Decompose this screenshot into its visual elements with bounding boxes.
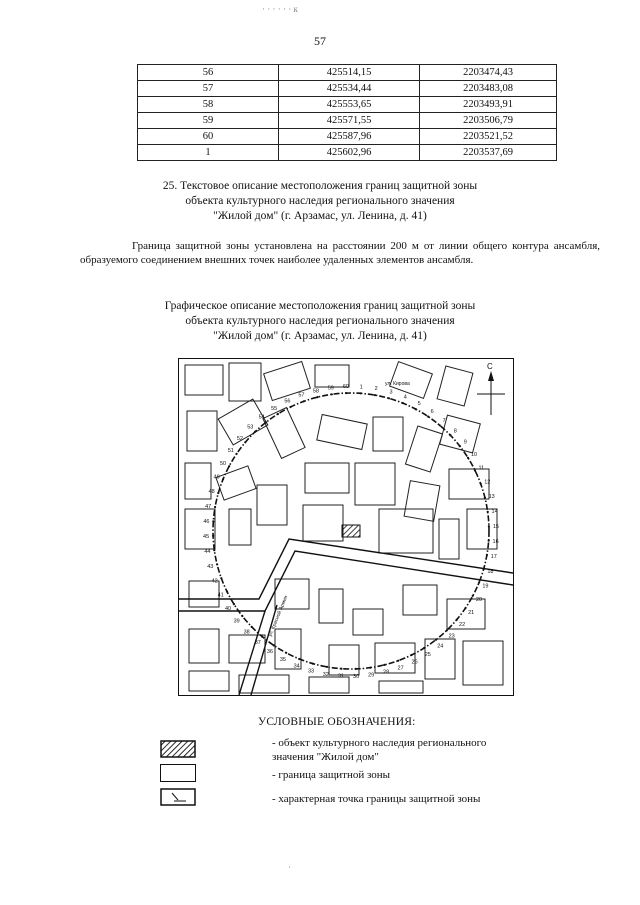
boundary-point-label: 20 [475, 597, 483, 604]
table-cell-x: 425571,55 [279, 113, 420, 129]
boundary-point-marker [427, 416, 429, 418]
boundary-point-marker [446, 629, 448, 631]
boundary-point-label: 27 [397, 665, 404, 672]
boundary-point-label: 56 [284, 398, 291, 405]
boundary-point-label: 36 [266, 649, 273, 656]
legend-title: УСЛОВНЫЕ ОБОЗНАЧЕНИЯ: [258, 716, 416, 728]
boundary-point-marker [374, 394, 376, 396]
boundary-point-marker [216, 563, 218, 565]
table-cell-point: 1 [138, 145, 279, 161]
compass-icon [477, 362, 505, 415]
boundary-point-label: 32 [322, 671, 329, 678]
table-row [138, 97, 557, 113]
boundary-point-marker [303, 400, 305, 402]
boundary-point-marker [213, 549, 215, 551]
graphic-title-line-2: объекта культурного наследия регионального значения [185, 315, 455, 327]
boundary-point-label: 9 [463, 439, 467, 446]
table-cell-point: 56 [138, 65, 279, 81]
boundary-point-label: 6 [430, 408, 434, 415]
boundary-point-marker [298, 658, 300, 660]
boundary-point-label: 35 [279, 657, 286, 663]
table-cell-x: 425602,96 [279, 145, 420, 161]
table-row [138, 145, 557, 161]
boundary-point-label: 43 [207, 564, 214, 571]
legend-item-heritage-line-1: - объект культурного наследия регионального [272, 737, 487, 749]
boundary-point-marker [488, 525, 490, 527]
boundary-point-marker [435, 639, 437, 641]
boundary-point-marker [388, 397, 390, 399]
coordinate-table [137, 64, 557, 161]
street-label-diagonal: ул. Красной Армии [267, 594, 290, 638]
boundary-point-marker [484, 497, 486, 499]
compass-north-label: С [487, 362, 493, 371]
boundary-point-label: 55 [271, 406, 278, 412]
legend-item-point: - характерная точка границы защитной зоны [272, 793, 481, 805]
boundary-point-label: 47 [205, 503, 212, 510]
graphic-title-line-1: Графическое описание местоположения границ защитной зоны [164, 300, 476, 312]
boundary-point-label: 33 [307, 668, 315, 675]
boundary-point-marker [241, 615, 243, 617]
boundary-point-marker [331, 393, 333, 395]
boundary-point-marker [483, 568, 485, 570]
boundary-point-marker [486, 554, 488, 556]
boundary-point-label: 18 [487, 569, 494, 575]
boundary-point-marker [464, 607, 466, 609]
boundary-point-marker [214, 506, 216, 508]
table-cell-point: 57 [138, 81, 279, 97]
boundary-point-label: 38 [243, 629, 250, 636]
boundary-point-marker [423, 647, 425, 649]
boundary-point-marker [220, 577, 222, 579]
boundary-point-marker [360, 392, 362, 394]
boundary-point-label: 53 [247, 424, 254, 431]
boundary-point-label: 21 [468, 610, 475, 617]
boundary-point-marker [467, 457, 469, 459]
boundary-point-label: 42 [211, 578, 218, 585]
boundary-point-label: 26 [411, 659, 418, 666]
boundary-point-marker [474, 469, 476, 471]
boundary-point-label: 40 [224, 605, 232, 612]
boundary-point-marker [326, 666, 328, 668]
boundary-point-label: 41 [217, 592, 224, 599]
boundary-point-label: 1 [359, 384, 363, 391]
section-title-line-3: "Жилой дом" (г. Арзамас, ул. Ленина, д. 41) [213, 210, 427, 222]
boundary-point-marker [488, 540, 490, 542]
boundary-point-marker [487, 511, 489, 513]
boundary-point-marker [480, 483, 482, 485]
table-cell-x: 425534,44 [279, 81, 420, 97]
map-drawing [179, 359, 513, 695]
boundary-point-label: 5 [417, 401, 421, 407]
boundary-point-label: 39 [233, 618, 240, 625]
boundary-point-label: 14 [491, 508, 498, 515]
boundary-point-marker [402, 402, 404, 404]
boundary-point-label: 19 [482, 583, 489, 590]
table-cell-y: 2203521,52 [420, 129, 557, 145]
boundary-point-marker [439, 424, 441, 426]
boundary-point-label: 54 [258, 414, 265, 421]
heritage-object [342, 525, 360, 537]
scan-marks: · · · · · · к [262, 4, 298, 14]
boundary-point-marker [261, 636, 263, 638]
boundary-point-label: 50 [219, 460, 227, 467]
boundary-point-marker [317, 396, 319, 398]
legend-point-icon [160, 788, 196, 806]
boundary-point-marker [397, 660, 399, 662]
boundary-point-label: 4 [403, 394, 407, 401]
table-cell-x: 425587,96 [279, 129, 420, 145]
boundary-point-label: 57 [298, 392, 305, 399]
boundary-point-marker [456, 619, 458, 621]
boundary-point-label: 48 [208, 489, 215, 495]
boundary-point-label: 24 [437, 643, 444, 650]
boundary-point-marker [212, 520, 214, 522]
section-title-line-2: объекта культурного наследия регионального значения [185, 195, 455, 207]
boundary-point-marker [277, 413, 279, 415]
boundary-point-marker [369, 667, 371, 669]
street-label-top: ул. Кирова [385, 381, 410, 387]
boundary-point-label: 45 [203, 534, 210, 541]
boundary-point-label: 8 [453, 428, 457, 435]
boundary-point-marker [345, 392, 347, 394]
boundary-point-marker [289, 406, 291, 408]
boundary-point-marker [254, 431, 256, 433]
page-number: 57 [314, 34, 326, 48]
section-body-text: Граница защитной зоны установлена на расстоянии 200 м от линии общего контура ансамбля, образуемого соединением внешних точек наиболее удаленных элементов ансамбля. [80, 240, 600, 266]
boundary-point-marker [233, 603, 235, 605]
legend-hatch-icon [160, 740, 196, 758]
boundary-point-label: 16 [492, 539, 499, 546]
boundary-point-label: 51 [227, 447, 234, 454]
boundary-point-label: 52 [236, 435, 243, 442]
graphic-title-line-3: "Жилой дом" (г. Арзамас, ул. Ленина, д. 41) [213, 330, 427, 342]
boundary-point-marker [273, 644, 275, 646]
boundary-point-label: 3 [389, 389, 393, 396]
table-cell-x: 425514,15 [279, 65, 420, 81]
boundary-point-marker [222, 478, 224, 480]
boundary-point-marker [459, 445, 461, 447]
boundary-point-label: 49 [213, 474, 220, 481]
boundary-point-marker [217, 492, 219, 494]
boundary-point-label: 37 [254, 640, 261, 647]
table-cell-point: 59 [138, 113, 279, 129]
boundary-point-label: 10 [470, 452, 478, 459]
table-cell-x: 425553,65 [279, 97, 420, 113]
section-title-line-1: 25. Текстовое описание местоположения границ защитной зоны [162, 180, 478, 192]
table-cell-y: 2203474,43 [420, 65, 557, 81]
table-row [138, 129, 557, 145]
boundary-point-label: 17 [490, 554, 497, 561]
boundary-point-marker [472, 595, 474, 597]
boundary-point-marker [355, 668, 357, 670]
boundary-point-label: 59 [327, 385, 334, 392]
boundary-point-label: 60 [342, 384, 349, 391]
scan-mark-bottom: · [288, 862, 291, 872]
table-cell-y: 2203483,08 [420, 81, 557, 97]
legend-item-heritage-line-2: значения "Жилой дом" [272, 751, 379, 763]
legend-boundary-icon [160, 764, 196, 782]
boundary-point-label: 11 [478, 465, 485, 472]
legend-item-boundary: - граница защитной зоны [272, 769, 391, 781]
boundary-point-marker [265, 421, 267, 423]
boundary-point-marker [285, 652, 287, 654]
boundary-point-marker [410, 654, 412, 656]
boundary-point-marker [228, 465, 230, 467]
boundary-point-marker [226, 590, 228, 592]
boundary-point-label: 13 [488, 493, 495, 500]
boundary-point-label: 46 [203, 518, 210, 525]
boundary-point-marker [478, 582, 480, 584]
table-cell-y: 2203537,69 [420, 145, 557, 161]
boundary-point-label: 34 [293, 663, 300, 670]
boundary-point-label: 28 [383, 669, 390, 676]
boundary-point-label: 58 [312, 388, 319, 395]
boundary-point-marker [415, 408, 417, 410]
boundary-point-marker [212, 535, 214, 537]
boundary-point-label: 23 [448, 633, 455, 640]
boundary-point-marker [244, 441, 246, 443]
boundary-point-label: 30 [353, 673, 360, 680]
table-row [138, 65, 557, 81]
table-cell-y: 2203506,79 [420, 113, 557, 129]
boundary-point-label: 31 [337, 673, 344, 680]
table-cell-point: 58 [138, 97, 279, 113]
table-cell-point: 60 [138, 129, 279, 145]
boundary-point-marker [340, 668, 342, 670]
table-row [138, 113, 557, 129]
protective-zone-map [178, 358, 514, 696]
boundary-point-label: 44 [204, 549, 211, 556]
boundary-point-marker [449, 434, 451, 436]
boundary-point-label: 22 [459, 622, 466, 629]
boundary-point-label: 12 [484, 479, 491, 486]
boundary-point-marker [236, 453, 238, 455]
boundary-point-label: 29 [368, 672, 375, 679]
boundary-point-marker [251, 626, 253, 628]
boundary-point-marker [312, 663, 314, 665]
boundary-point-label: 25 [424, 652, 431, 658]
boundary-point-label: 15 [492, 523, 499, 530]
boundary-point-label: 7 [442, 417, 446, 424]
boundary-point-marker [383, 664, 385, 666]
table-row [138, 81, 557, 97]
table-cell-y: 2203493,91 [420, 97, 557, 113]
boundary-point-label: 2 [374, 386, 378, 393]
